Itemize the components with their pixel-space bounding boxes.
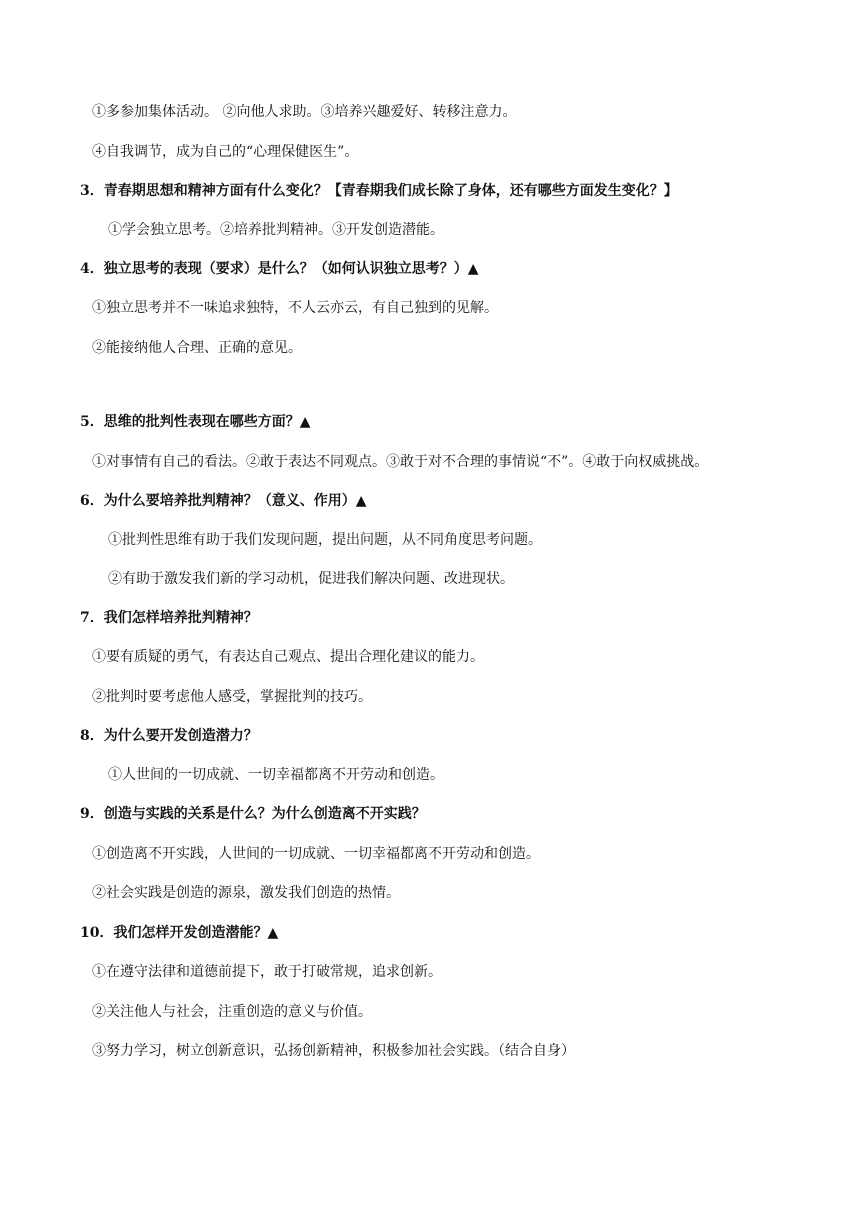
answer-line: ①要有质疑的勇气，有表达自己观点、提出合理化建议的能力。 <box>92 649 484 665</box>
question-heading: 8．为什么要开发创造潜力？ <box>80 728 258 744</box>
answer-line: ①学会独立思考。②培养批判精神。③开发创造潜能。 <box>108 222 444 238</box>
answer-line: ①批判性思维有助于我们发现问题，提出问题，从不同角度思考问题。 <box>108 532 542 548</box>
answer-line: ②关注他人与社会，注重创造的意义与价值。 <box>92 1004 372 1020</box>
answer-line: ②有助于激发我们新的学习动机，促进我们解决问题、改进现状。 <box>108 571 514 587</box>
answer-line: ①对事情有自己的看法。②敢于表达不同观点。③敢于对不合理的事情说“不”。④敢于向权威挑战。 <box>92 454 709 470</box>
answer-line: ①人世间的一切成就、一切幸福都离不开劳动和创造。 <box>108 767 444 783</box>
answer-line: ①多参加集体活动。 ②向他人求助。③培养兴趣爱好、转移注意力。 <box>92 104 517 120</box>
answer-line: ②批判时要考虑他人感受，掌握批判的技巧。 <box>92 689 372 705</box>
answer-line: ①在遵守法律和道德前提下，敢于打破常规，追求创新。 <box>92 964 442 980</box>
answer-line: ②社会实践是创造的源泉，激发我们创造的热情。 <box>92 885 400 901</box>
answer-line: ③努力学习，树立创新意识，弘扬创新精神，积极参加社会实践。（结合自身） <box>92 1043 575 1059</box>
question-heading: 7．我们怎样培养批判精神？ <box>80 610 258 626</box>
answer-line: ④自我调节，成为自己的“心理保健医生”。 <box>92 144 359 160</box>
question-heading: 4．独立思考的表现（要求）是什么？（如何认识独立思考？）▲ <box>80 261 479 277</box>
answer-line: ②能接纳他人合理、正确的意见。 <box>92 340 302 356</box>
question-heading: 6．为什么要培养批判精神？（意义、作用）▲ <box>80 493 367 509</box>
question-heading: 9．创造与实践的关系是什么？为什么创造离不开实践？ <box>80 806 426 822</box>
question-heading: 10．我们怎样开发创造潜能？▲ <box>80 925 279 941</box>
answer-line: ①创造离不开实践，人世间的一切成就、一切幸福都离不开劳动和创造。 <box>92 846 540 862</box>
question-heading: 5．思维的批判性表现在哪些方面？▲ <box>80 414 311 430</box>
question-heading: 3．青春期思想和精神方面有什么变化？【青春期我们成长除了身体，还有哪些方面发生变化？】 <box>80 183 678 199</box>
answer-line: ①独立思考并不一味追求独特，不人云亦云，有自己独到的见解。 <box>92 300 498 316</box>
